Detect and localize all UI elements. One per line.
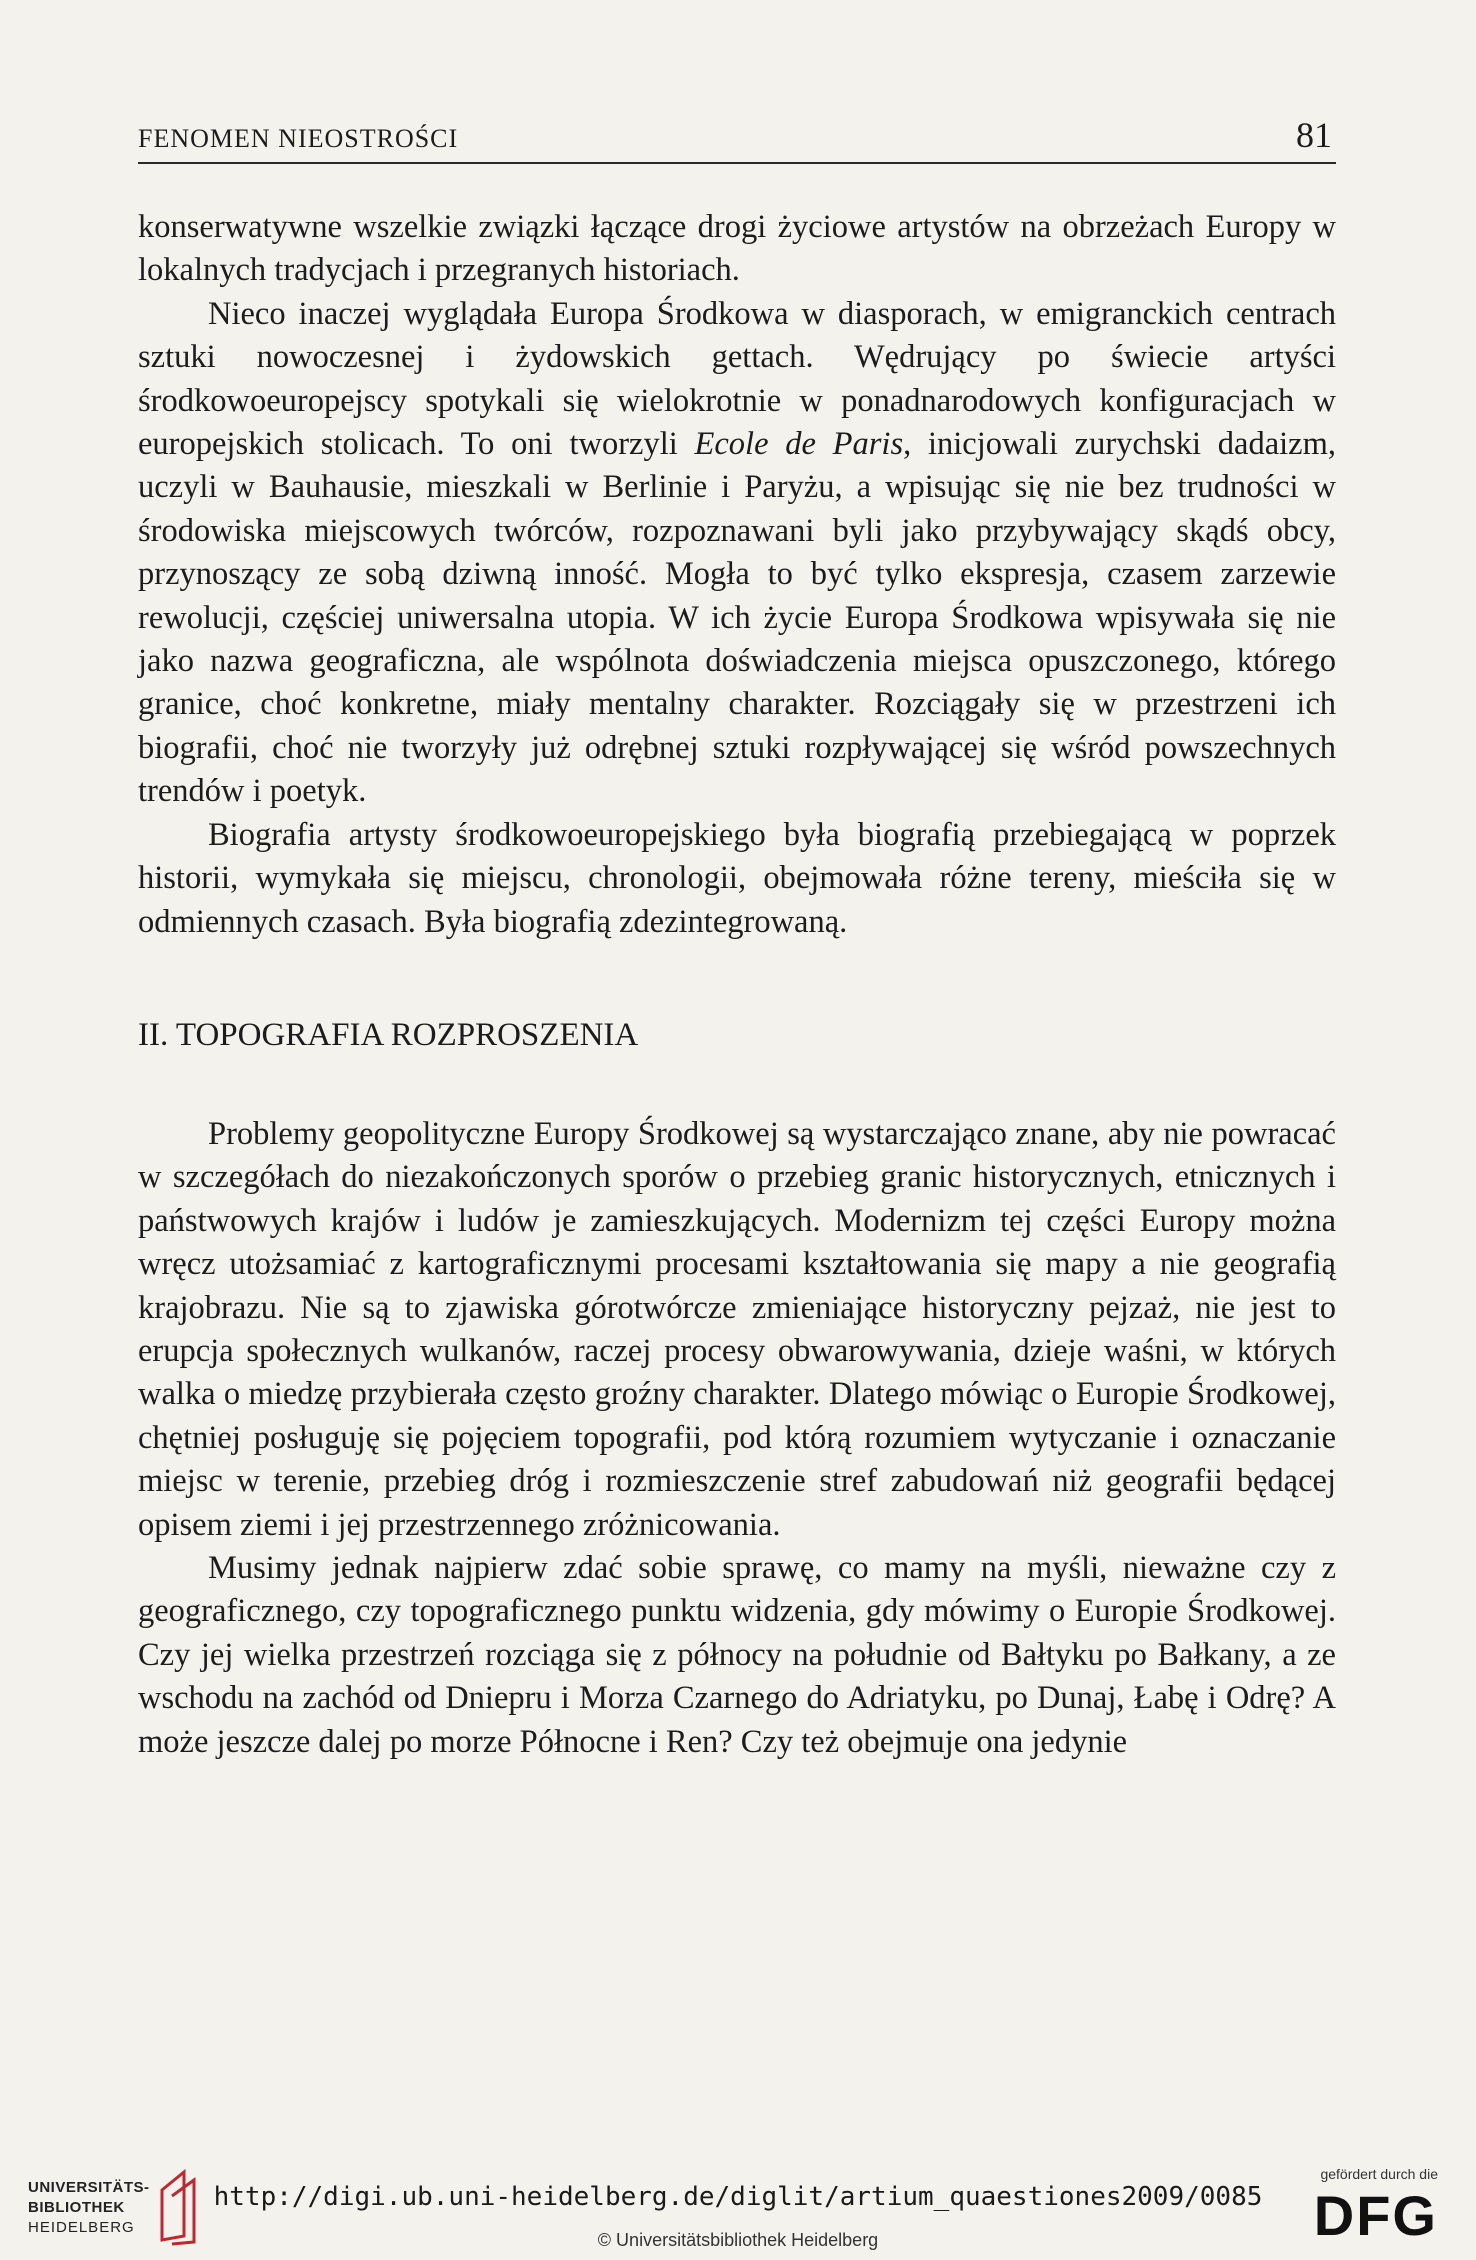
paragraph-2-text-b: , inicjowali zurychski dadaizm, uczyli w Bauhausie, mieszkali w Berlinie i Paryżu, a wpisując się nie bez trudności w środowiska miejscowych twórców, rozpoznawani byli jako przybywający skądś obcy, przynoszący ze sobą dziwną inność. Mogła to być tylko ekspresja, czasem zarzewie rewolucji, częściej uniwersalna utopia. W ich życie Europa Środkowa wpisywała się nie jako nazwa geograficzna, ale wspólnota doświadczenia miejsca opuszczonego, którego granice, choć konkretne, miały mentalny charakter. Rozciągały się w przestrzeni ich biografii, choć nie tworzyły już odrębnej sztuki rozpływającej się wśród powszechnych trendów i poetyk. xyxy=(138,426,1336,810)
library-name-line-1: UNIVERSITÄTS- xyxy=(28,2179,150,2196)
paragraph-1: konserwatywne wszelkie związki łączące drogi życiowe artystów na obrzeżach Europy w lokalnych tradycjach i przegranych historiach. xyxy=(138,209,1336,289)
paragraph-5: Musimy jednak najpierw zdać sobie sprawę, co mamy na myśli, nieważne czy z geograficznego, czy topograficznego punktu widzenia, gdy mówimy o Europie Środkowej. Czy jej wielka przestrzeń rozciąga się z północy na południe od Bałtyku po Bałkany, a ze wschodu na zachód od Dniepru i Morza Czarnego do Adriatyku, po Dunaj, Łabę i Odrę? A może jeszcze dalej po morze Północne i Ren? Czy też obejmuje ona jedynie xyxy=(138,1549,1336,1760)
paragraph-3: Biografia artysty środkowoeuropejskiego była biografią przebiegającą w poprzek historii, wymykała się miejscu, chronologii, obejmowała różne tereny, mieściła się w odmiennych czasach. Była biografią zdezintegrowaną. xyxy=(138,816,1336,940)
italic-title: Ecole de Paris xyxy=(694,426,904,463)
running-head: FENOMEN NIEOSTROŚCI xyxy=(138,124,459,153)
body-text xyxy=(138,206,1336,1764)
page-header xyxy=(138,112,1336,164)
library-name-line-2: BIBLIOTHEK xyxy=(28,2199,125,2216)
dfg-logo: DFG xyxy=(1313,2184,1438,2247)
funder-label: gefördert durch die xyxy=(1320,2166,1438,2182)
paragraph-2-text-a: Nieco inaczej wyglądała Europa Środkowa w diasporach, w emigranckich centrach sztuki nowoczesnej i żydowskich gettach. Wędrujący po świecie artyści środkowoeuropejscy spotykali się wielokrotnie w ponadnarodowych konfiguracjach w europejskich stolicach. To oni tworzyli xyxy=(138,295,1336,463)
source-url-link[interactable]: http://digi.ub.uni-heidelberg.de/diglit/artium_quaestiones2009/0085 xyxy=(213,2182,1263,2212)
paragraph-4: Problemy geopolityczne Europy Środkowej są wystarczająco znane, aby nie powracać w szczegółach do niezakończonych sporów o przebieg granic historycznych, etnicznych i państwowych krajów i ludów je zamieszkujących. Modernizm tej części Europy można wręcz utożsamiać z kartograficznymi procesami kształtowania się mapy a nie geografią krajobrazu. Nie są to zjawiska górotwórcze zmieniające historyczny pejzaż, nie jest to erupcja społecznych wulkanów, raczej procesy obwarowywania, dzieje waśni, w których walka o miedzę przybierała często groźny charakter. Dlatego mówiąc o Europie Środkowej, chętniej posługuję się pojęciem topografii, pod którą rozumiem wytyczanie i oznaczanie miejsc w terenie, przebieg dróg i rozmieszczenie stref zabudowań niż geografii będącej opisem ziemi i jej przestrzennego zróżnicowania. xyxy=(138,1115,1336,1543)
copyright-notice: © Universitätsbibliothek Heidelberg xyxy=(597,2230,879,2250)
section-heading: II. TOPOGRAFIA ROZPROSZENIA xyxy=(138,1016,639,1053)
paragraph-2 xyxy=(138,293,1336,814)
page-footer xyxy=(0,2140,1476,2260)
page-number: 81 xyxy=(1296,115,1332,155)
library-name-line-3: HEIDELBERG xyxy=(28,2219,135,2236)
